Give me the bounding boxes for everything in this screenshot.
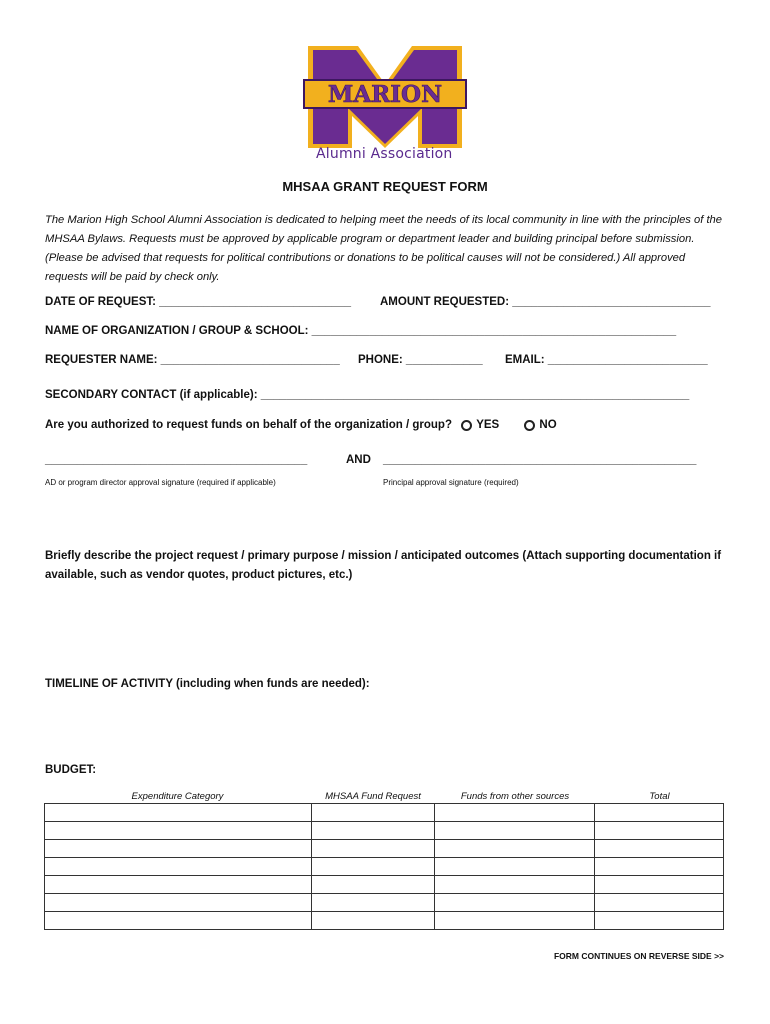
and-label: AND bbox=[346, 454, 371, 466]
budget-header-total: Total bbox=[649, 791, 670, 802]
project-description-prompt: Briefly describe the project request / primary purpose / mission / anticipated outcomes (Attach supporting documentation if available, such as vendor quotes, product pictures, etc.) bbox=[45, 550, 722, 581]
intro-paragraph: The Marion High School Alumni Association is dedicated to helping meet the needs of its local community in line with the principles of the MHSAA Bylaws. Requests must be approved by applicable program or department leader and building principal before submission. (Please be advised that requests for political contributions or donations to be political causes will not be considered.) All approved requests will be paid by check only. bbox=[45, 214, 722, 283]
budget-mhsaa-cell[interactable] bbox=[311, 858, 435, 876]
logo-wordmark: MARION bbox=[327, 81, 443, 108]
no-radio[interactable] bbox=[524, 420, 535, 431]
ad-signature-line[interactable]: _________________________________________ bbox=[45, 454, 308, 466]
form-title: MHSAA GRANT REQUEST FORM bbox=[282, 179, 488, 194]
no-label: NO bbox=[539, 419, 557, 431]
authorized-question-text: Are you authorized to request funds on behalf of the organization / group? bbox=[45, 419, 452, 431]
budget-other-funds-cell[interactable] bbox=[435, 822, 595, 840]
form-continues-note: FORM CONTINUES ON REVERSE SIDE >> bbox=[553, 951, 724, 961]
budget-row bbox=[45, 912, 724, 930]
yes-label: YES bbox=[476, 419, 500, 431]
yes-radio[interactable] bbox=[461, 420, 472, 431]
budget-other-funds-cell[interactable] bbox=[435, 858, 595, 876]
budget-other-funds-cell[interactable] bbox=[435, 876, 595, 894]
budget-header-category: Expenditure Category bbox=[131, 791, 224, 802]
budget-mhsaa-cell[interactable] bbox=[311, 876, 435, 894]
timeline-prompt: TIMELINE OF ACTIVITY (including when funds are needed): bbox=[45, 678, 370, 690]
budget-total-cell[interactable] bbox=[595, 894, 724, 912]
organization-name-field[interactable]: NAME OF ORGANIZATION / GROUP & SCHOOL: _________________________________________________________ bbox=[45, 325, 677, 337]
budget-mhsaa-cell[interactable] bbox=[311, 894, 435, 912]
budget-category-cell[interactable] bbox=[45, 912, 312, 930]
budget-table bbox=[44, 803, 724, 930]
budget-category-cell[interactable] bbox=[45, 804, 312, 822]
budget-total-cell[interactable] bbox=[595, 840, 724, 858]
budget-category-cell[interactable] bbox=[45, 840, 312, 858]
budget-category-cell[interactable] bbox=[45, 822, 312, 840]
ad-signature-caption: AD or program director approval signature (required if applicable) bbox=[45, 478, 276, 487]
budget-row bbox=[45, 840, 724, 858]
budget-mhsaa-cell[interactable] bbox=[311, 822, 435, 840]
budget-other-funds-cell[interactable] bbox=[435, 840, 595, 858]
authorized-question bbox=[45, 419, 557, 431]
principal-signature-caption: Principal approval signature (required) bbox=[383, 478, 519, 487]
logo-subtitle: Alumni Association bbox=[316, 146, 453, 162]
budget-mhsaa-cell[interactable] bbox=[311, 912, 435, 930]
date-of-request-field[interactable]: DATE OF REQUEST: ______________________________ bbox=[45, 296, 352, 308]
budget-row bbox=[45, 804, 724, 822]
budget-category-cell[interactable] bbox=[45, 876, 312, 894]
budget-total-cell[interactable] bbox=[595, 804, 724, 822]
budget-header-other: Funds from other sources bbox=[460, 791, 570, 802]
requester-name-field[interactable]: REQUESTER NAME: ____________________________ bbox=[45, 354, 340, 366]
budget-total-cell[interactable] bbox=[595, 822, 724, 840]
email-field[interactable]: EMAIL: _________________________ bbox=[505, 354, 708, 366]
budget-total-cell[interactable] bbox=[595, 858, 724, 876]
budget-mhsaa-cell[interactable] bbox=[311, 804, 435, 822]
budget-heading: BUDGET: bbox=[45, 764, 97, 776]
secondary-contact-field[interactable]: SECONDARY CONTACT (if applicable): ___________________________________________________________________ bbox=[45, 389, 690, 401]
budget-other-funds-cell[interactable] bbox=[435, 912, 595, 930]
amount-requested-field[interactable]: AMOUNT REQUESTED: _______________________________ bbox=[380, 296, 711, 308]
phone-field[interactable]: PHONE: ____________ bbox=[358, 354, 483, 366]
budget-category-cell[interactable] bbox=[45, 858, 312, 876]
budget-mhsaa-cell[interactable] bbox=[311, 840, 435, 858]
budget-header-mhsaa: MHSAA Fund Request bbox=[325, 791, 421, 802]
budget-other-funds-cell[interactable] bbox=[435, 894, 595, 912]
budget-row bbox=[45, 822, 724, 840]
budget-total-cell[interactable] bbox=[595, 912, 724, 930]
budget-row bbox=[45, 894, 724, 912]
budget-other-funds-cell[interactable] bbox=[435, 804, 595, 822]
principal-signature-line[interactable]: _________________________________________________ bbox=[383, 454, 697, 466]
budget-row bbox=[45, 858, 724, 876]
budget-category-cell[interactable] bbox=[45, 894, 312, 912]
budget-total-cell[interactable] bbox=[595, 876, 724, 894]
budget-row bbox=[45, 876, 724, 894]
